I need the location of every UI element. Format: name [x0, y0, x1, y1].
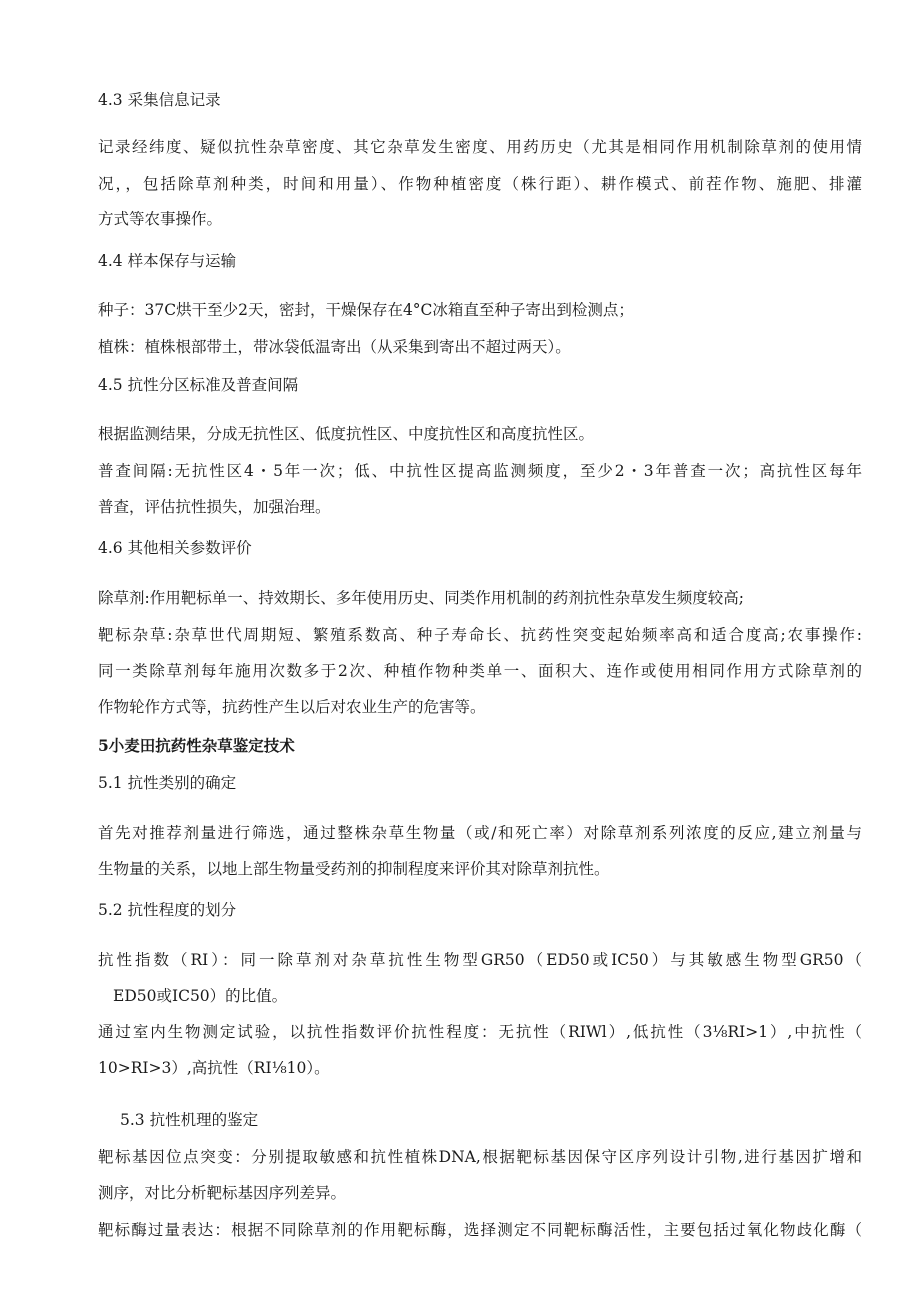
paragraph-line: 方式等农事操作。: [98, 210, 223, 228]
section-heading-4-6: 4.6 其他相关参数评价: [98, 539, 252, 557]
paragraph-line: 靶标杂草:杂草世代周期短、繁殖系数高、种子寿命长、抗药性突变起始频率高和适合度高;农事操作:: [98, 626, 862, 644]
paragraph-line: 记录经纬度、疑似抗性杂草密度、其它杂草发生密度、用药历史（尤其是相同作用机制除草剂的使用情: [98, 138, 862, 156]
paragraph-line: 测序，对比分析靶标基因序列差异。: [98, 1184, 347, 1202]
section-heading-5-2: 5.2 抗性程度的划分: [98, 901, 237, 919]
section-heading-4-4: 4.4 样本保存与运输: [98, 252, 237, 270]
section-heading-5-3: 5.3 抗性机理的鉴定: [120, 1111, 259, 1129]
paragraph-line: 根据监测结果，分成无抗性区、低度抗性区、中度抗性区和高度抗性区。: [98, 425, 595, 443]
section-heading-4-5: 4.5 抗性分区标准及普查间隔: [98, 376, 299, 394]
paragraph-line: 同一类除草剂每年施用次数多于2次、种植作物种类单一、面积大、连作或使用相同作用方式除草剂的: [98, 662, 862, 680]
paragraph-line: 10>RI>3）,高抗性（RI⅛10）。: [98, 1059, 330, 1077]
paragraph-line: 首先对推荐剂量进行筛选，通过整株杂草生物量（或/和死亡率）对除草剂系列浓度的反应,建立剂量与: [98, 824, 862, 842]
paragraph-line: 抗性指数（RI）：同一除草剂对杂草抗性生物型GR50（ED50或IC50）与其敏感生物型GR50（: [98, 951, 862, 969]
chapter-heading-5: 5小麦田抗药性杂草鉴定技术: [98, 736, 295, 755]
paragraph-line: 植株：植株根部带土，带冰袋低温寄出（从采集到寄出不超过两天）。: [98, 338, 571, 356]
paragraph-line: 生物量的关系，以地上部生物量受药剂的抑制程度来评价其对除草剂抗性。: [98, 860, 610, 878]
paragraph-line: 除草剂:作用靶标单一、持效期长、多年使用历史、同类作用机制的药剂抗性杂草发生频度较高;: [98, 589, 744, 607]
section-heading-4-3: 4.3 采集信息记录: [98, 91, 221, 109]
paragraph-line: 普查，评估抗性损失，加强治理。: [98, 498, 331, 516]
paragraph-line: ED50或IC50）的比值。: [113, 987, 288, 1005]
section-heading-5-1: 5.1 抗性类别的确定: [98, 774, 237, 792]
paragraph-line: 通过室内生物测定试验，以抗性指数评价抗性程度：无抗性（RIWl）,低抗性（3⅛RI>1）,中抗性（: [98, 1023, 862, 1041]
paragraph-line: 靶标酶过量表达：根据不同除草剂的作用靶标酶，选择测定不同靶标酶活性，主要包括过氧化物歧化酶（: [98, 1221, 862, 1239]
paragraph-line: 况，，包括除草剂种类，时间和用量）、作物种植密度（株行距）、耕作模式、前茬作物、施肥、排灌: [98, 175, 862, 193]
paragraph-line: 靶标基因位点突变：分别提取敏感和抗性植株DNA,根据靶标基因保守区序列设计引物,进行基因扩增和: [98, 1148, 862, 1166]
paragraph-line: 作物轮作方式等，抗药性产生以后对农业生产的危害等。: [98, 698, 486, 716]
paragraph-line: 种子：37C烘干至少2天，密封，干燥保存在4°C冰箱直至种子寄出到检测点；: [98, 301, 634, 319]
paragraph-line: 普查间隔:无抗性区4・5年一次；低、中抗性区提高监测频度，至少2・3年普查一次；高抗性区每年: [98, 462, 862, 480]
